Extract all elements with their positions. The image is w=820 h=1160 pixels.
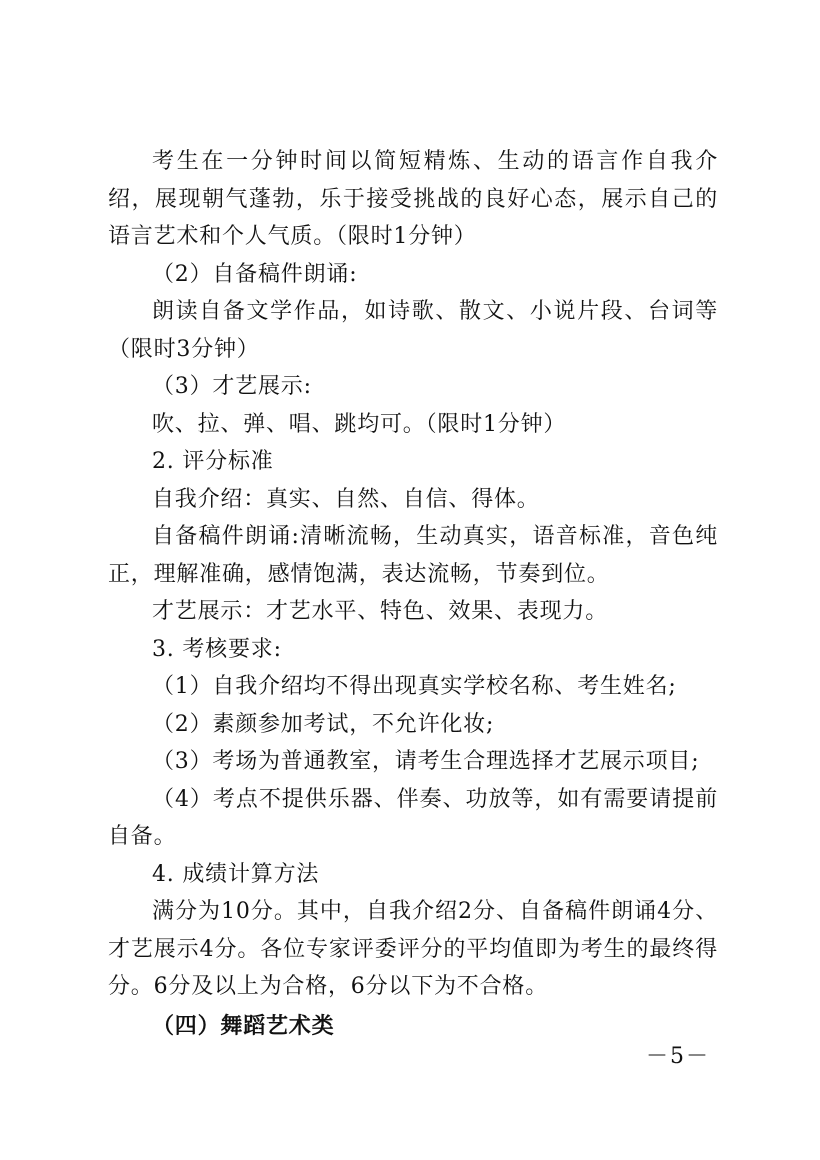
- requirement-3: （3）考场为普通教室，请考生合理选择才艺展示项目;: [152, 749, 700, 774]
- section-3-requirements-heading: 3. 考核要求:: [152, 636, 282, 662]
- scoring-recitation: 自备稿件朗诵:清晰流畅，生动真实，语音标准，音色纯正，理解准确，感情饱满，表达流畅，节奏到位。: [108, 524, 718, 587]
- requirement-4: （4）考点不提供乐器、伴奏、功放等，如有需要请提前自备。: [108, 786, 718, 849]
- paragraph-talent-description: 吹、拉、弹、唱、跳均可。（限时1分钟）: [152, 411, 567, 437]
- section-4-score-calculation-heading: 4. 成绩计算方法: [152, 861, 320, 887]
- item-2-recitation-heading: （2）自备稿件朗诵:: [152, 261, 358, 287]
- document-body: [108, 143, 718, 1045]
- page-number: －5－: [646, 1044, 710, 1069]
- section-2-scoring-heading: 2. 评分标准: [152, 449, 274, 474]
- paragraph-recitation-description: 朗读自备文学作品，如诗歌、散文、小说片段、台词等（限时3分钟）: [108, 299, 718, 362]
- paragraph-score-calculation: 满分为10分。其中，自我介绍2分、自备稿件朗诵4分、才艺展示4分。各位专家评委评分的平均值即为考生的最终得分。6分及以上为合格，6分以下为不合格。: [108, 899, 718, 999]
- scoring-talent: 才艺展示：才艺水平、特色、效果、表现力。: [152, 599, 609, 624]
- section-four-dance-heading: （四）舞蹈艺术类: [152, 1012, 335, 1039]
- scoring-self-introduction: 自我介绍：真实、自然、自信、得体。: [152, 486, 540, 512]
- paragraph-self-introduction-description: 考生在一分钟时间以简短精炼、生动的语言作自我介绍，展现朝气蓬勃，乐于接受挑战的良好心态，展示自己的语言艺术和个人气质。（限时1分钟）: [108, 149, 718, 249]
- item-3-talent-heading: （3）才艺展示:: [152, 374, 312, 399]
- requirement-1: （1）自我介绍均不得出现真实学校名称、考生姓名;: [152, 674, 677, 699]
- requirement-2: （2）素颜参加考试，不允许化妆;: [152, 711, 495, 737]
